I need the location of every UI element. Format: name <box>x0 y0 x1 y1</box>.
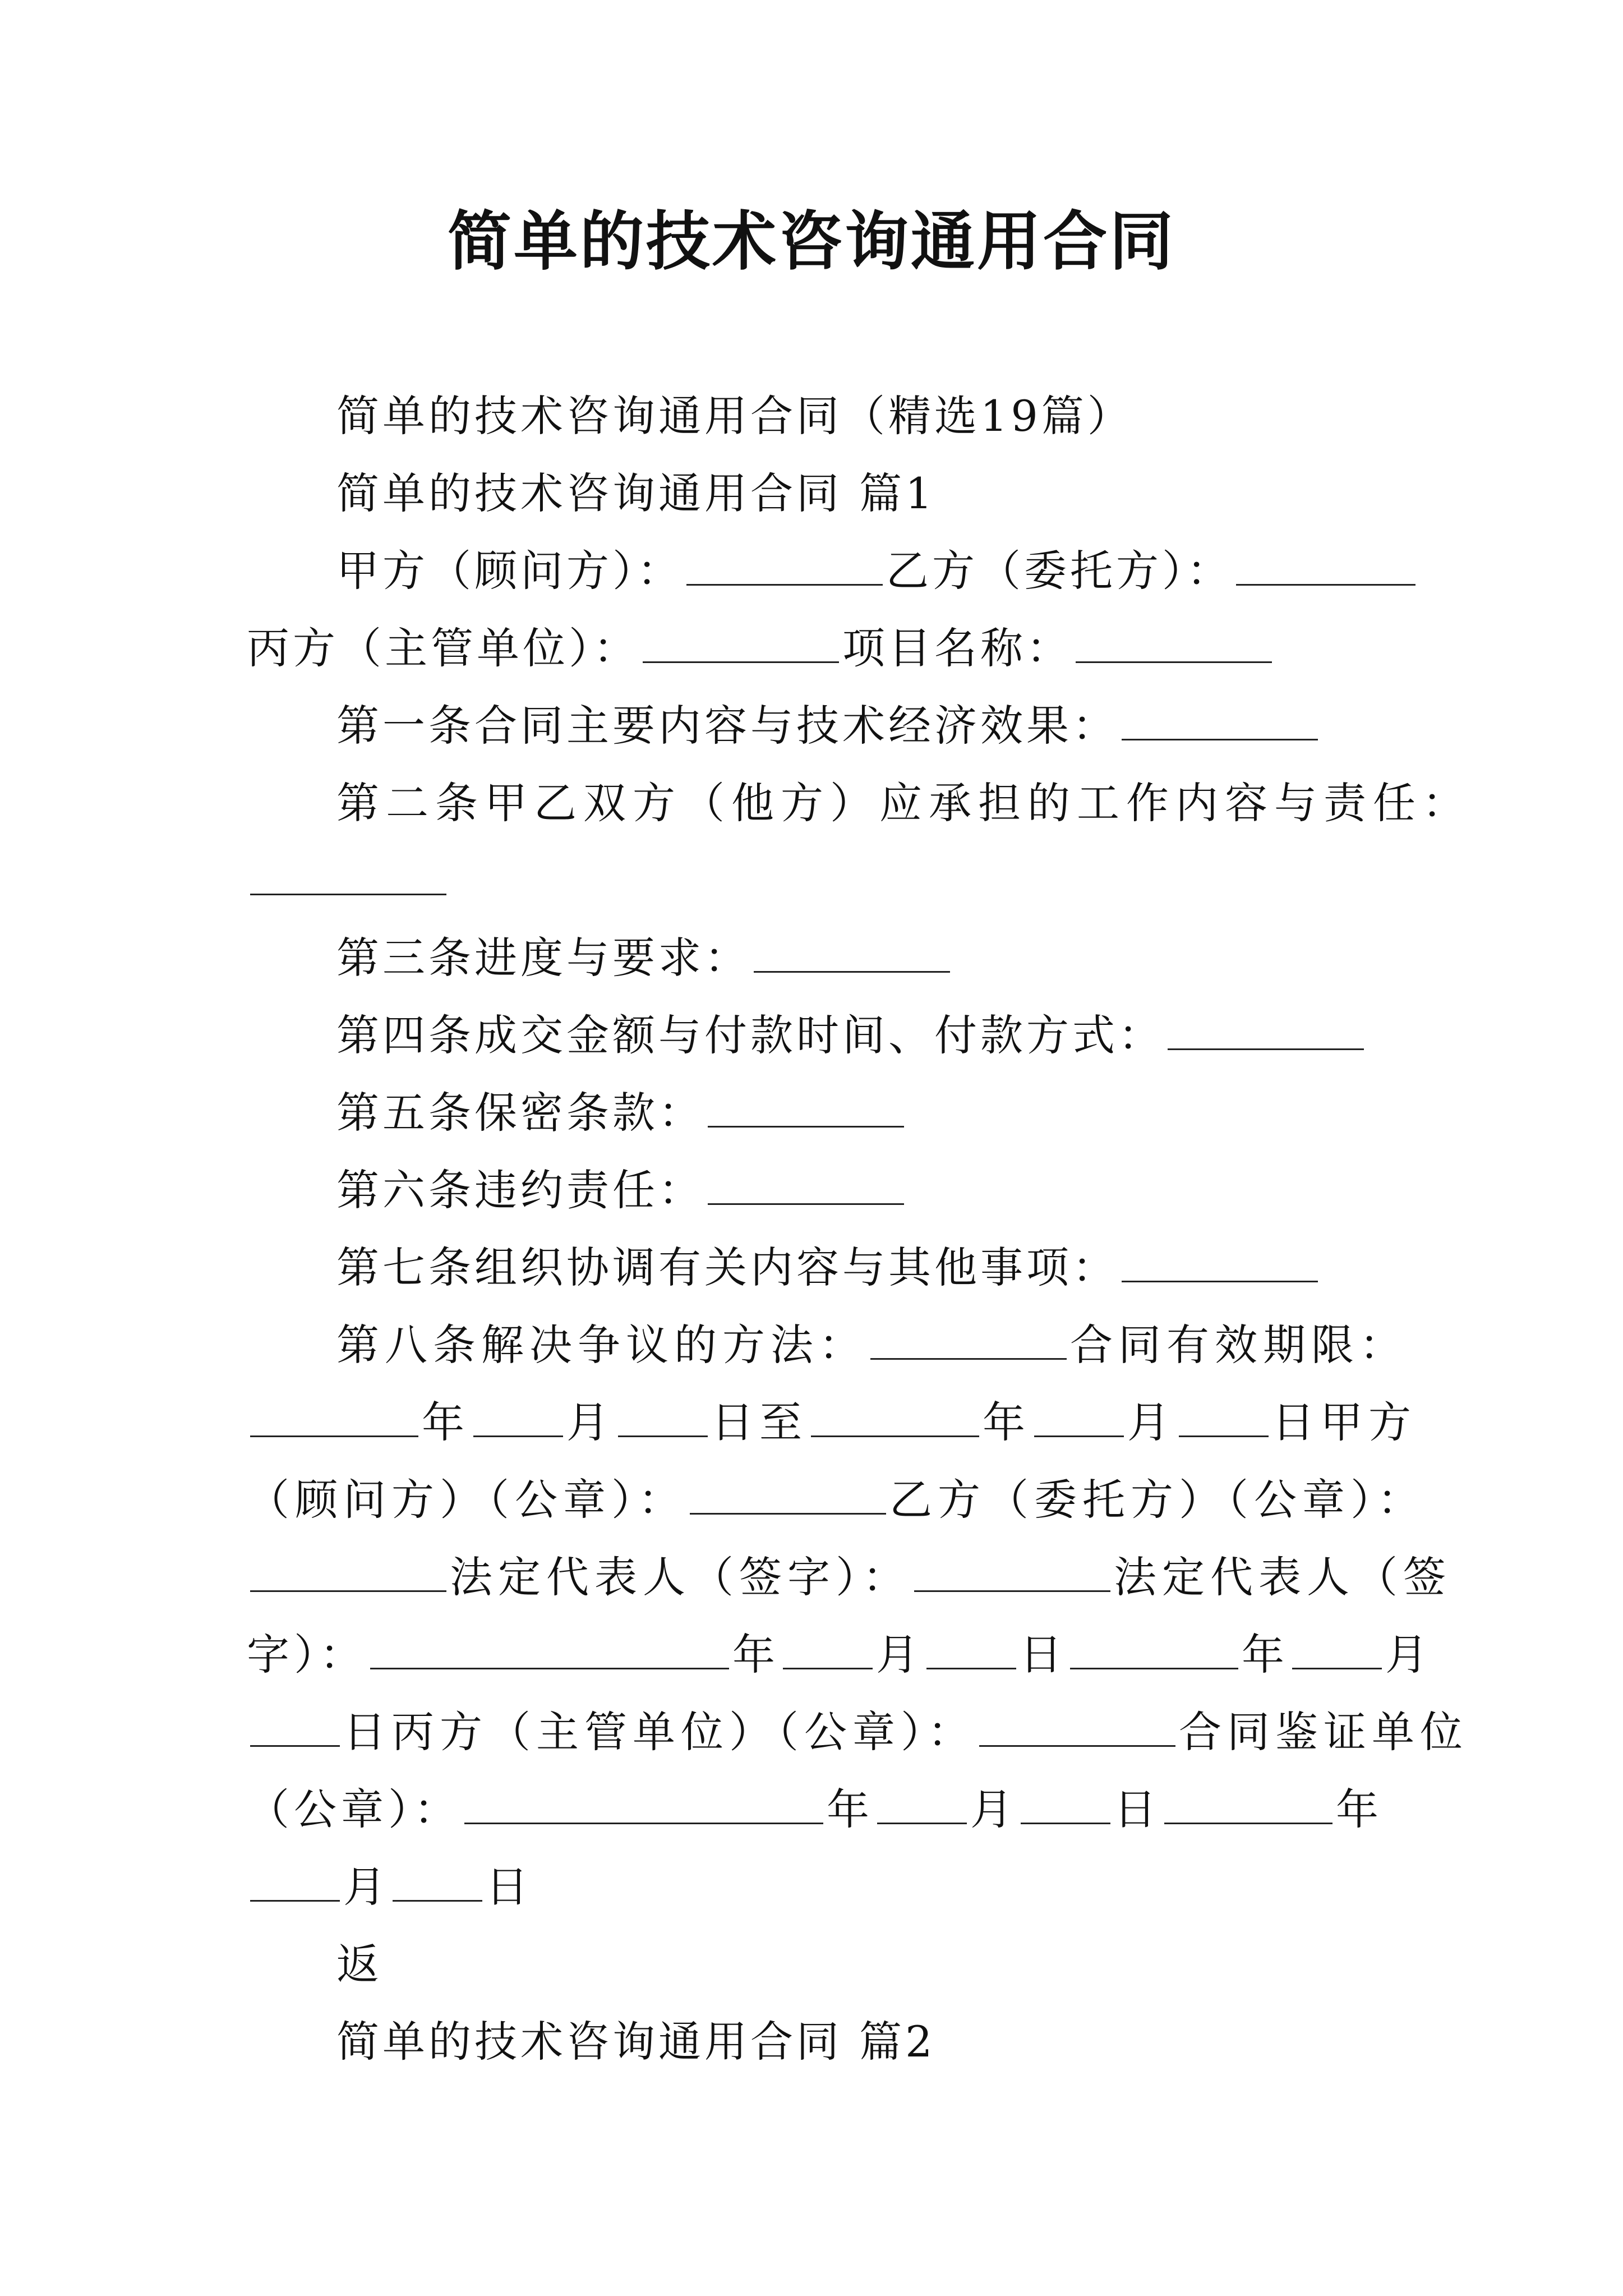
legal-rep-blank <box>914 1554 1110 1592</box>
year-blank-4 <box>1070 1632 1238 1669</box>
day-to-label: 日至 <box>711 1397 808 1447</box>
validity-label: 合同有效期限： <box>1070 1320 1408 1370</box>
part2-heading: 简单的技术咨询通用合同 篇2 <box>336 2017 936 2067</box>
verify-seal-line <box>247 1770 1385 1849</box>
article-8-text: 第八条解决争议的方法： <box>336 1320 867 1370</box>
year-blank-2 <box>811 1400 979 1437</box>
seal-a-blank <box>690 1477 886 1515</box>
article-7-blank <box>1122 1245 1318 1282</box>
party-a-label: 甲方（顾问方）： <box>336 546 683 596</box>
month-label: 月 <box>566 1397 615 1447</box>
day-label-5: 日 <box>1114 1784 1161 1834</box>
legal-rep-end-label: 字）： <box>247 1630 367 1680</box>
party-c-seal-blank <box>979 1709 1175 1747</box>
month-label-2: 月 <box>1127 1397 1175 1447</box>
article-6-text: 第六条违约责任： <box>336 1165 704 1215</box>
article-1 <box>247 687 1385 765</box>
seal-a-label: （顾问方）（公章）： <box>247 1475 686 1525</box>
article-5 <box>247 1074 1385 1152</box>
day-party-a-label: 日甲方 <box>1272 1397 1417 1447</box>
article-3-blank <box>754 935 950 973</box>
party-c-label: 丙方（主管单位）： <box>247 623 639 673</box>
month-label-4: 月 <box>1385 1630 1432 1680</box>
article-1-blank <box>1122 703 1318 740</box>
project-blank <box>1076 625 1272 663</box>
party-c-blank <box>643 625 839 663</box>
legal-rep-line <box>247 1538 1451 1617</box>
party-c-seal-line <box>247 1693 1468 1772</box>
year-blank <box>250 1400 418 1437</box>
document-subtitle: 简单的技术咨询通用合同（精选19篇） <box>336 391 1133 441</box>
party-c-line <box>247 609 1385 688</box>
article-2 <box>247 764 1472 843</box>
seal-line <box>247 1461 1426 1539</box>
year-label-4: 年 <box>1242 1630 1289 1680</box>
final-date-line <box>247 1848 1385 1926</box>
month-blank <box>473 1400 563 1437</box>
article-3-text: 第三条进度与要求： <box>336 933 750 983</box>
part1-heading: 简单的技术咨询通用合同 篇1 <box>336 468 936 518</box>
article-3 <box>247 919 1385 997</box>
day-blank-4 <box>250 1709 340 1747</box>
month-blank-2 <box>1034 1400 1124 1437</box>
day-blank-6 <box>393 1864 482 1902</box>
day-label-3: 日 <box>1020 1630 1067 1680</box>
signature-blank <box>370 1632 729 1669</box>
year-label-2: 年 <box>983 1397 1031 1447</box>
month-blank-4 <box>1292 1632 1382 1669</box>
signature-dates-line <box>247 1616 1432 1694</box>
day-label-6: 日 <box>486 1862 532 1912</box>
back-link[interactable]: 返 <box>336 1939 382 1989</box>
party-b-label: 乙方（委托方）： <box>886 546 1233 596</box>
article-4-text: 第四条成交金额与付款时间、付款方式： <box>336 1010 1164 1060</box>
month-blank-3 <box>783 1632 873 1669</box>
legal-rep-label: 法定代表人（签字）： <box>450 1552 911 1602</box>
article-4 <box>247 996 1385 1075</box>
party-a-blank <box>686 548 883 586</box>
verify-unit-label: 合同鉴证单位 <box>1179 1707 1468 1757</box>
article-2-blank-line <box>247 841 1385 920</box>
day-blank-3 <box>926 1632 1016 1669</box>
article-8 <box>247 1306 1408 1384</box>
day-blank-2 <box>1179 1400 1269 1437</box>
project-label: 项目名称： <box>842 623 1072 673</box>
article-4-blank <box>1168 1013 1364 1050</box>
month-label-6: 月 <box>343 1862 389 1912</box>
party-b-blank <box>1236 548 1415 586</box>
article-7 <box>247 1228 1385 1307</box>
year-label-6: 年 <box>1336 1784 1383 1834</box>
article-7-text: 第七条组织协调有关内容与其他事项： <box>336 1243 1118 1292</box>
seal-b-label: 乙方（委托方）（公章）： <box>889 1475 1426 1525</box>
article-1-text: 第一条合同主要内容与技术经济效果： <box>336 701 1118 751</box>
year-label: 年 <box>422 1397 470 1447</box>
year-label-3: 年 <box>732 1630 780 1680</box>
verify-seal-label: （公章）： <box>247 1784 461 1834</box>
article-6-blank <box>708 1167 904 1205</box>
validity-dates-line <box>247 1383 1417 1462</box>
legal-rep-start-label: 法定代表人（签 <box>1114 1552 1451 1602</box>
verify-seal-blank <box>464 1787 823 1824</box>
day-blank <box>618 1400 708 1437</box>
year-blank-6 <box>1164 1787 1332 1824</box>
year-label-5: 年 <box>827 1784 874 1834</box>
article-6 <box>247 1151 1385 1230</box>
article-8-blank <box>870 1322 1067 1360</box>
day-party-c-label: 日丙方（主管单位）（公章）： <box>343 1707 976 1757</box>
parties-line <box>247 532 1385 610</box>
month-blank-6 <box>250 1864 340 1902</box>
article-5-blank <box>708 1090 904 1128</box>
month-label-5: 月 <box>970 1784 1017 1834</box>
article-5-text: 第五条保密条款： <box>336 1088 704 1138</box>
day-blank-5 <box>1021 1787 1110 1824</box>
month-blank-5 <box>877 1787 967 1824</box>
month-label-3: 月 <box>876 1630 923 1680</box>
document-title: 简单的技术咨询通用合同 <box>447 204 1175 279</box>
article-2-blank <box>250 858 446 895</box>
seal-b-blank <box>250 1554 446 1592</box>
article-2-text: 第二条甲乙双方（他方）应承担的工作内容与责任： <box>336 778 1472 828</box>
